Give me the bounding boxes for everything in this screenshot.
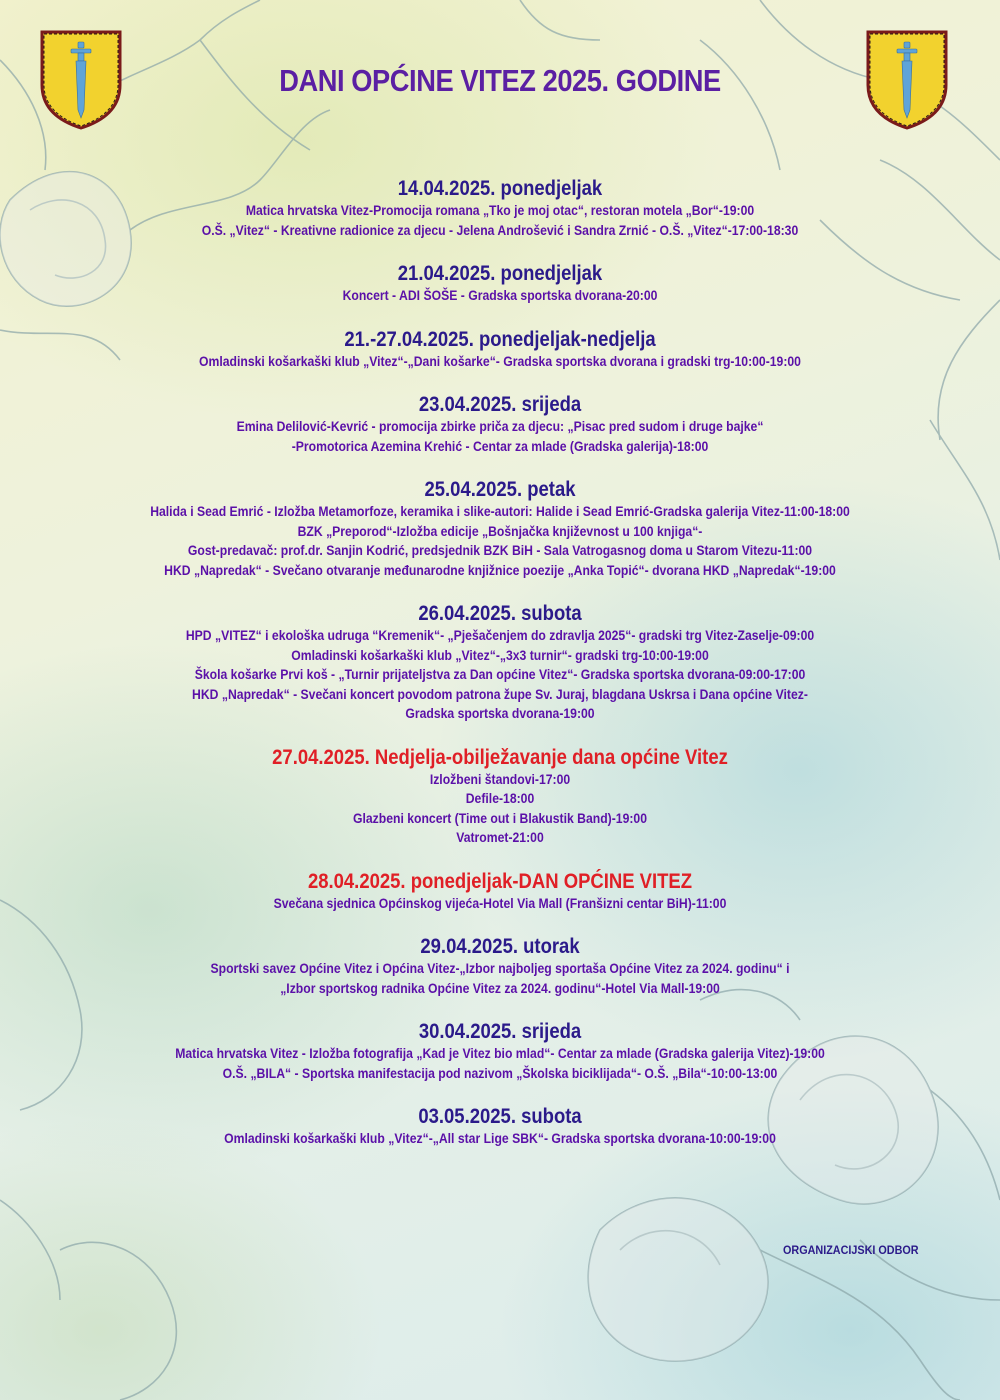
schedule-day xyxy=(0,869,1000,915)
day-heading: 27.04.2025. Nedjelja-obilježavanje dana općine Vitez xyxy=(272,745,728,769)
day-heading: 26.04.2025. subota xyxy=(418,602,582,625)
schedule-day xyxy=(0,601,1000,725)
event-line: Svečana sjednica Općinskog vijeća-Hotel Via Mall (Franšizni centar BiH)-11:00 xyxy=(273,895,727,912)
day-heading: 03.05.2025. subota xyxy=(418,1105,582,1128)
schedule-day xyxy=(0,261,1000,307)
day-heading: 30.04.2025. srijeda xyxy=(418,1020,582,1043)
organizer-signature: ORGANIZACIJSKI ODBOR xyxy=(783,1243,919,1257)
schedule-day xyxy=(0,327,1000,373)
event-line: Omladinski košarkaški klub „Vitez“-„3x3 turnir“- gradski trg-10:00-19:00 xyxy=(291,647,709,664)
event-line: „Izbor sportskog radnika Općine Vitez za 2024. godinu“-Hotel Via Mall-19:00 xyxy=(280,980,720,997)
event-line: Škola košarke Prvi koš - „Turnir prijateljstva za Dan općine Vitez“- Gradska sportska dvorana-09:00-17:00 xyxy=(194,667,806,683)
event-line: Omladinski košarkaški klub „Vitez“-„All star Lige SBK“- Gradska sportska dvorana-10:00-19:00 xyxy=(224,1131,776,1147)
day-heading: 23.04.2025. srijeda xyxy=(418,393,582,416)
day-heading: 25.04.2025. petak xyxy=(424,478,576,501)
event-line: HPD „VITEZ“ i ekološka udruga “Kremenik“- „Pješačenjem do zdravlja 2025“- gradski trg Vitez-Zaselje-09:00 xyxy=(185,628,815,644)
event-line: Matica hrvatska Vitez - Izložba fotografija „Kad je Vitez bio mlad“- Centar za mlade (Gradska galerija Vitez)-19:00 xyxy=(175,1046,825,1062)
schedule-day xyxy=(0,392,1000,457)
event-line: Sportski savez Općine Vitez i Općina Vitez-„Izbor najboljeg sportaša Općine Vitez za 2024. godinu“ i xyxy=(210,961,790,977)
day-heading: 21.-27.04.2025. ponedjeljak-nedjelja xyxy=(344,327,656,351)
event-line: Glazbeni koncert (Time out i Blakustik Band)-19:00 xyxy=(352,810,648,827)
event-line: Matica hrvatska Vitez-Promocija romana „Tko je moj otac“, restoran motela „Bor“-19:00 xyxy=(245,203,755,219)
event-line: HKD „Napredak“ - Svečani koncert povodom patrona župe Sv. Juraj, blagdana Uskrsa i Dana općine Vitez- xyxy=(192,686,808,703)
event-line: Omladinski košarkaški klub „Vitez“-„Dani košarke“- Gradska sportska dvorana i gradski trg-10:00-19:00 xyxy=(199,353,801,370)
event-line: -Promotorica Azemina Krehić - Centar za mlade (Gradska galerija)-18:00 xyxy=(291,438,709,455)
event-line: Defile-18:00 xyxy=(465,791,535,807)
event-line: Gradska sportska dvorana-19:00 xyxy=(405,706,595,722)
schedule-day xyxy=(0,1104,1000,1150)
event-line: Koncert - ADI ŠOŠE - Gradska sportska dvorana-20:00 xyxy=(342,288,658,304)
event-line: BZK „Preporod“-Izložba edicije „Bošnjačka književnost u 100 knjiga“- xyxy=(297,523,703,540)
schedule-day xyxy=(0,176,1000,241)
day-heading: 29.04.2025. utorak xyxy=(420,935,580,958)
schedule-day xyxy=(0,477,1000,581)
event-schedule xyxy=(0,176,1000,1170)
day-heading: 14.04.2025. ponedjeljak xyxy=(397,177,603,200)
event-line: Izložbeni štandovi-17:00 xyxy=(429,771,571,788)
event-line: Vatromet-21:00 xyxy=(456,830,544,846)
schedule-day xyxy=(0,934,1000,999)
event-line: Gost-predavač: prof.dr. Sanjin Kodrić, predsjednik BZK BiH - Sala Vatrogasnog doma u Starom Vitezu-11:00 xyxy=(187,543,813,559)
schedule-day xyxy=(0,745,1000,849)
schedule-day xyxy=(0,1019,1000,1084)
day-heading: 21.04.2025. ponedjeljak xyxy=(397,262,603,285)
event-line: Emina Delilović-Kevrić - promocija zbirke priča za djecu: „Pisac pred sudom i druge bajke“ xyxy=(236,419,764,435)
event-line: O.Š. „Vitez“ - Kreativne radionice za djecu - Jelena Androšević i Sandra Zrnić - O.Š. „Vitez“-17:00-18:30 xyxy=(201,222,799,239)
day-heading: 28.04.2025. ponedjeljak-DAN OPĆINE VITEZ xyxy=(307,869,693,893)
page-title: DANI OPĆINE VITEZ 2025. GODINE xyxy=(279,63,721,98)
event-line: Halida i Sead Emrić - Izložba Metamorfoze, keramika i slike-autori: Halide i Sead Emrić-Gradska galerija Vitez-11:00-18:00 xyxy=(150,504,850,520)
event-line: O.Š. „BILA“ - Sportska manifestacija pod nazivom „Školska biciklijada“- O.Š. „Bila“-10:00-13:00 xyxy=(222,1065,778,1082)
event-line: HKD „Napredak“ - Svečano otvaranje međunarodne knjižnice poezije „Anka Topić“- dvorana HKD „Napredak“-19:00 xyxy=(164,562,836,579)
